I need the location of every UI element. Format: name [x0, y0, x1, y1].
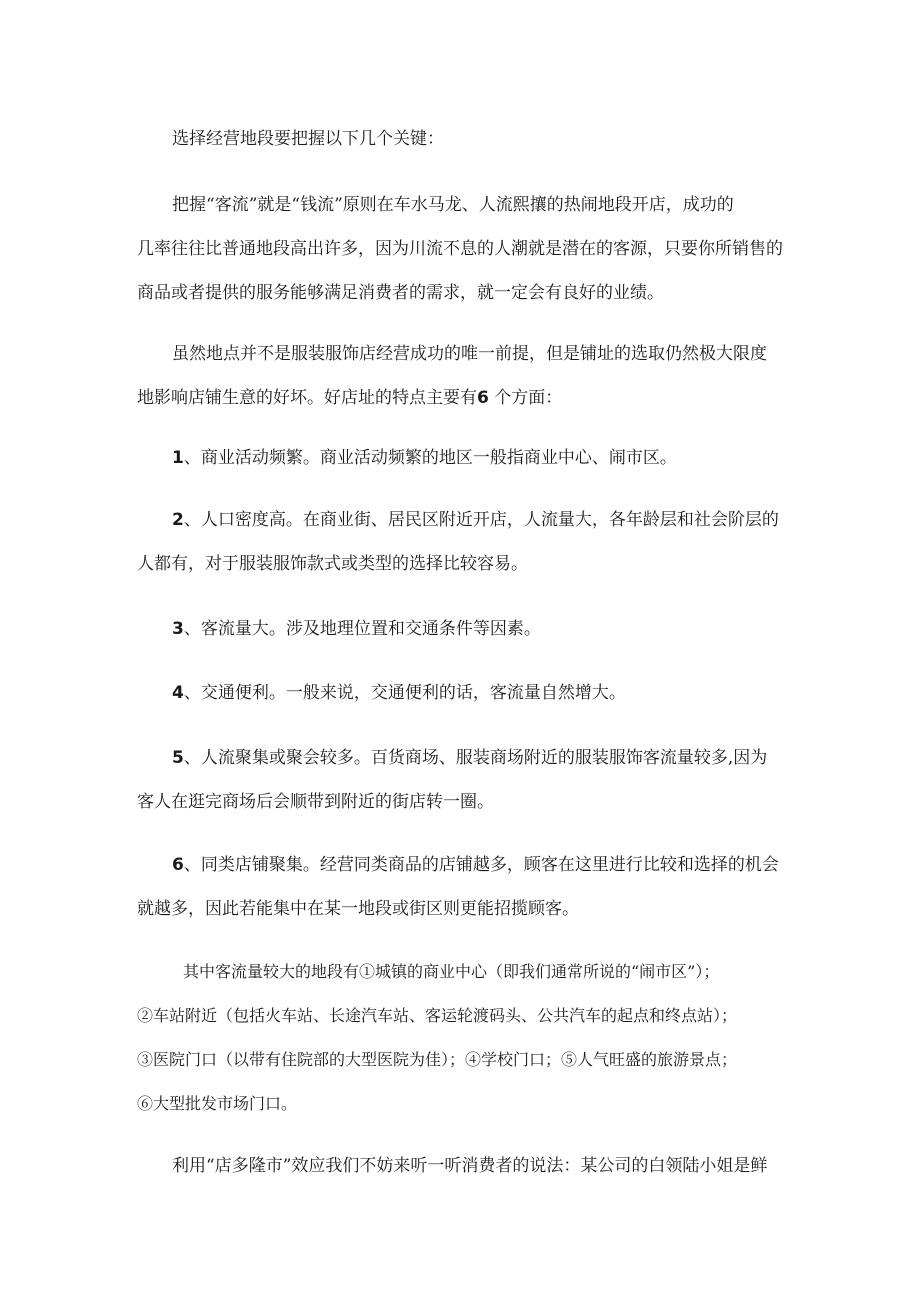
text-segment: 、人口密度高。在商业街、居民区附近开店，人流量大，各年龄层和社会阶层的: [183, 510, 779, 530]
text-line: 商品或者提供的服务能够满足消费者的需求，就一定会有良好的业绩。: [137, 283, 664, 303]
text-segment: 、交通便利。一般来说，交通便利的话，客流量自然增大。: [183, 683, 626, 703]
list-item-5: [137, 736, 787, 824]
list-number: 5: [172, 748, 184, 768]
list-number: 6: [172, 855, 184, 875]
text-line: [137, 376, 787, 420]
text-line: 客人在逛完商场后会顺带到附近的街店转一圈。: [137, 792, 494, 812]
list-item-1: [137, 436, 787, 480]
count-number: 6: [477, 388, 489, 408]
text-line: ⑥大型批发市场门口。: [137, 1094, 298, 1113]
text-segment: 、同类店铺聚集。经营同类商品的店铺越多，顾客在这里进行比较和选择的机会: [183, 855, 779, 875]
text-line: 几率往往比普通地段高出许多，因为川流不息的人潮就是潜在的客源，只要你所销售的: [137, 239, 783, 259]
list-number: 1: [172, 448, 184, 468]
text-line: [137, 736, 787, 780]
list-item-2: [137, 498, 787, 586]
list-item-3: [137, 607, 787, 651]
text-line: [137, 671, 787, 715]
text-line: 虽然地点并不是服装服饰店经营成功的唯一前提，但是铺址的选取仍然极大限度: [172, 344, 767, 364]
text-line: [137, 436, 787, 480]
text-line: [137, 843, 787, 887]
text-line: [137, 498, 787, 542]
text-line: ②车站附近（包括火车站、长途汽车站、客运轮渡码头、公共汽车的起点和终点站）；: [137, 1006, 738, 1025]
paragraph-customer-flow: [137, 183, 787, 315]
text-line: 选择经营地段要把握以下几个关键：: [172, 129, 444, 149]
list-number: 3: [172, 619, 184, 639]
list-number: 4: [172, 683, 184, 703]
text-line: 利用“店多隆市”效应我们不妨来听一听消费者的说法：某公司的白领陆小姐是鲜: [172, 1156, 768, 1176]
text-line: [137, 607, 787, 651]
paragraph-store-cluster-effect: [137, 1144, 787, 1188]
text-segment: 地影响店铺生意的好坏。好店址的特点主要有: [137, 388, 477, 408]
list-number: 2: [172, 510, 184, 530]
paragraph-intro: [137, 117, 787, 161]
text-segment: 、客流量大。涉及地理位置和交通条件等因素。: [183, 619, 541, 639]
text-segment: 、商业活动频繁。商业活动频繁的地区一般指商业中心、闹市区。: [183, 448, 677, 468]
text-segment: 个方面：: [494, 388, 563, 408]
paragraph-location-importance: [137, 332, 787, 420]
text-segment: 、人流聚集或聚会较多。百货商场、服装商场附近的服装服饰客流量较多,因为: [183, 748, 768, 768]
text-line: 把握“客流”就是“钱流”原则在车水马龙、人流熙攘的热闹地段开店，成功的: [172, 195, 734, 215]
text-line: 人都有，对于服装服饰款式或类型的选择比较容易。: [137, 554, 528, 574]
text-line: 就越多，因此若能集中在某一地段或街区则更能招揽顾客。: [137, 899, 579, 919]
list-item-6: [137, 843, 787, 931]
text-line: 其中客流量较大的地段有①城镇的商业中心（即我们通常所说的“闹市区”）；: [183, 962, 720, 981]
list-item-4: [137, 671, 787, 715]
text-line: ③医院门口（以带有住院部的大型医院为佳）；④学校门口；⑤人气旺盛的旅游景点；: [137, 1050, 738, 1069]
paragraph-high-traffic-locations: [137, 950, 787, 1126]
